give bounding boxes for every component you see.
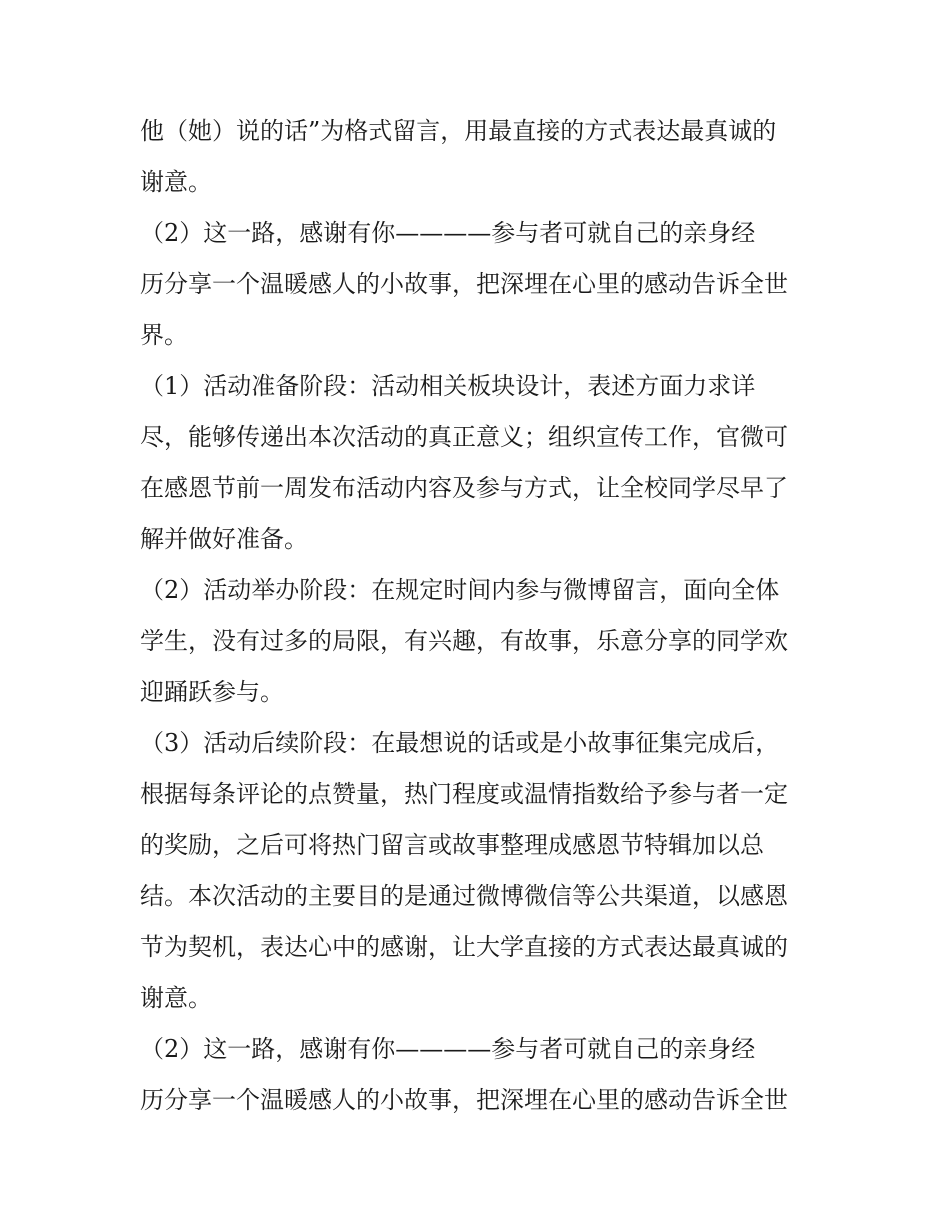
text-line: 历分享一个温暖感人的小故事，把深埋在心里的感动告诉全世 (140, 270, 788, 298)
text-line: 节为契机，表达心中的感谢，让大学直接的方式表达最真诚的 (140, 933, 788, 961)
text-line: 谢意。 (140, 168, 212, 196)
text-line: 谢意。 (140, 984, 212, 1012)
text-line: 迎踊跃参与。 (140, 678, 284, 706)
text-line: （3）活动后续阶段：在最想说的话或是小故事征集完成后， (140, 729, 780, 757)
text-line: 解并做好准备。 (140, 525, 308, 553)
text-line: 根据每条评论的点赞量，热门程度或温情指数给予参与者一定 (140, 780, 788, 808)
document-body (140, 106, 820, 1126)
text-line: （2）这一路，感谢有你————参与者可就自己的亲身经 (140, 1035, 756, 1063)
text-line: 历分享一个温暖感人的小故事，把深埋在心里的感动告诉全世 (140, 1086, 788, 1114)
text-line: 结。本次活动的主要目的是通过微博微信等公共渠道，以感恩 (140, 882, 788, 910)
text-line: 尽，能够传递出本次活动的真正意义；组织宣传工作，官微可 (140, 423, 788, 451)
text-line: 的奖励，之后可将热门留言或故事整理成感恩节特辑加以总 (140, 831, 764, 859)
text-line: 界。 (140, 321, 188, 349)
text-line: 学生，没有过多的局限，有兴趣，有故事，乐意分享的同学欢 (140, 627, 788, 655)
text-line: （2）活动举办阶段：在规定时间内参与微博留言，面向全体 (140, 576, 780, 604)
text-line: （1）活动准备阶段：活动相关板块设计，表述方面力求详 (140, 372, 756, 400)
text-line: 在感恩节前一周发布活动内容及参与方式，让全校同学尽早了 (140, 474, 788, 502)
text-line: 他（她）说的话”为格式留言，用最直接的方式表达最真诚的 (140, 117, 777, 145)
text-line: （2）这一路，感谢有你————参与者可就自己的亲身经 (140, 219, 756, 247)
